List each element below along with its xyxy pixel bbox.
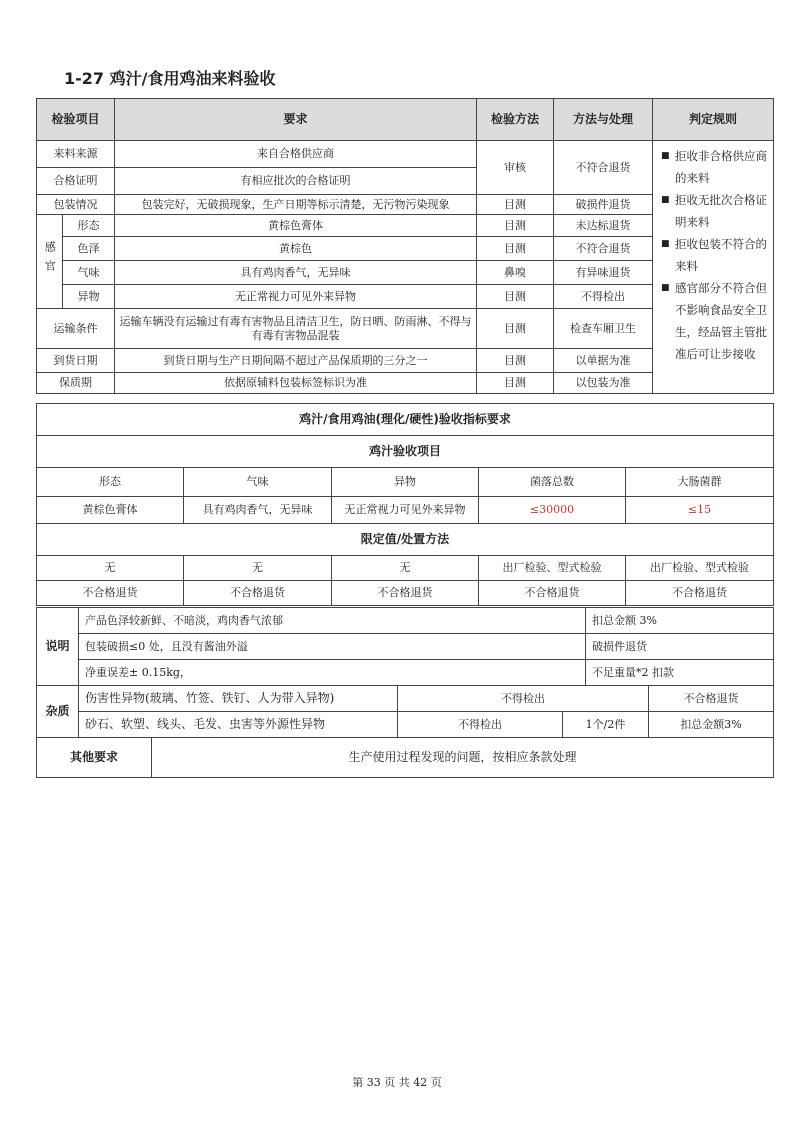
item-cell: 气味	[184, 468, 332, 497]
impurity-action: 扣总金额3%	[649, 712, 774, 738]
row-method: 鼻嗅	[477, 261, 554, 285]
row-label: 色泽	[63, 237, 115, 261]
row-requirement: 有相应批次的合格证明	[115, 168, 477, 195]
row-handling: 未达标退货	[554, 215, 653, 237]
row-handling: 不得检出	[554, 285, 653, 309]
row-label: 到货日期	[37, 349, 115, 373]
other-table	[36, 737, 774, 778]
value-cell: ≤15	[626, 497, 774, 524]
indicator-subheading: 鸡汁验收项目	[37, 436, 774, 468]
row-method: 目测	[477, 195, 554, 215]
item-cell: 大肠菌群	[626, 468, 774, 497]
rule-item: ■ 拒收包装不符合的来料	[661, 233, 769, 277]
rule-item: ■ 感官部分不符合但不影响食品安全卫生，经品管主管批准后可让步接收	[661, 277, 769, 365]
action-cell: 不合格退货	[37, 581, 184, 606]
indicator-table	[36, 403, 774, 606]
indicator-heading: 鸡汁/食用鸡油(理化/硬性)验收指标要求	[37, 404, 774, 436]
note-text: 产品色泽较新鲜、不暗淡，鸡肉香气浓郁	[79, 608, 586, 634]
action-cell: 不合格退货	[184, 581, 332, 606]
row-handling: 破损件退货	[554, 195, 653, 215]
impurity-text: 伤害性异物(玻璃、竹签、铁钉、人为带入异物)	[79, 686, 398, 712]
impurity-label: 杂质	[37, 686, 79, 738]
row-label: 运输条件	[37, 309, 115, 349]
note-text: 包装破损≤0 处，且没有酱油外溢	[79, 634, 586, 660]
row-method: 审核	[477, 141, 554, 195]
action-cell: 不合格退货	[626, 581, 774, 606]
row-handling: 不符合退货	[554, 141, 653, 195]
action-cell: 不合格退货	[479, 581, 626, 606]
other-text: 生产使用过程发现的问题，按相应条款处理	[152, 738, 774, 778]
action-cell: 不合格退货	[332, 581, 479, 606]
rule-item: ■ 拒收无批次合格证明来料	[661, 189, 769, 233]
row-method: 目测	[477, 237, 554, 261]
row-label: 包装情况	[37, 195, 115, 215]
value-cell: ≤30000	[479, 497, 626, 524]
item-cell: 形态	[37, 468, 184, 497]
row-label: 保质期	[37, 373, 115, 394]
item-cell: 异物	[332, 468, 479, 497]
row-requirement: 包装完好，无破损现象，生产日期等标示清楚，无污物污染现象	[115, 195, 477, 215]
rule-item: ■ 拒收非合格供应商的来料	[661, 145, 769, 189]
row-handling: 以单据为准	[554, 349, 653, 373]
row-requirement: 来自合格供应商	[115, 141, 477, 168]
page-footer: 第 33 页 共 42 页	[352, 1076, 442, 1089]
limit-cell: 无	[37, 556, 184, 581]
item-cell: 菌落总数	[479, 468, 626, 497]
note-action: 不足重量*2 扣款	[586, 660, 774, 686]
row-method: 目测	[477, 373, 554, 394]
header-rules: 判定规则	[653, 99, 774, 141]
other-label: 其他要求	[37, 738, 152, 778]
row-handling: 检查车厢卫生	[554, 309, 653, 349]
row-label: 异物	[63, 285, 115, 309]
judgement-rules	[653, 141, 774, 394]
row-label: 合格证明	[37, 168, 115, 195]
row-handling: 有异味退货	[554, 261, 653, 285]
header-handling: 方法与处理	[554, 99, 653, 141]
row-requirement: 黄棕色	[115, 237, 477, 261]
limit-cell: 出厂检验、型式检验	[479, 556, 626, 581]
inspection-table	[36, 98, 774, 394]
note-action: 扣总金额 3%	[586, 608, 774, 634]
row-requirement: 到货日期与生产日期间隔不超过产品保质期的三分之一	[115, 349, 477, 373]
note-action: 破损件退货	[586, 634, 774, 660]
limit-heading: 限定值/处置方法	[37, 524, 774, 556]
row-method: 目测	[477, 285, 554, 309]
impurity-text: 砂石、软塑、线头、毛发、虫害等外源性异物	[79, 712, 398, 738]
row-label: 气味	[63, 261, 115, 285]
page-title: 1-27 鸡汁/食用鸡油来料验收	[64, 69, 276, 88]
impurity-detect: 不得检出	[398, 712, 563, 738]
limit-cell: 无	[184, 556, 332, 581]
notes-table	[36, 607, 774, 686]
row-method: 目测	[477, 349, 554, 373]
row-handling: 以包装为准	[554, 373, 653, 394]
row-requirement: 具有鸡肉香气，无异味	[115, 261, 477, 285]
row-method: 目测	[477, 215, 554, 237]
header-method: 检验方法	[477, 99, 554, 141]
row-label: 形态	[63, 215, 115, 237]
row-requirement: 依据原辅料包装标签标识为准	[115, 373, 477, 394]
row-label: 来料来源	[37, 141, 115, 168]
limit-cell: 出厂检验、型式检验	[626, 556, 774, 581]
row-requirement: 无正常视力可见外来异物	[115, 285, 477, 309]
header-item: 检验项目	[37, 99, 115, 141]
limit-cell: 无	[332, 556, 479, 581]
impurity-detect: 不得检出	[398, 686, 649, 712]
row-handling: 不符合退货	[554, 237, 653, 261]
impurity-action: 不合格退货	[649, 686, 774, 712]
row-requirement: 运输车辆没有运输过有毒有害物品且清洁卫生，防日晒、防雨淋、不得与有毒有害物品混装	[115, 309, 477, 349]
note-label: 说明	[37, 608, 79, 686]
sense-label: 感官	[37, 215, 63, 309]
impurity-count: 1个/2件	[563, 712, 649, 738]
header-requirement: 要求	[115, 99, 477, 141]
row-requirement: 黄棕色膏体	[115, 215, 477, 237]
value-cell: 具有鸡肉香气，无异味	[184, 497, 332, 524]
impurity-table	[36, 685, 774, 738]
value-cell: 无正常视力可见外来异物	[332, 497, 479, 524]
note-text: 净重误差± 0.15kg，	[79, 660, 586, 686]
row-method: 目测	[477, 309, 554, 349]
value-cell: 黄棕色膏体	[37, 497, 184, 524]
